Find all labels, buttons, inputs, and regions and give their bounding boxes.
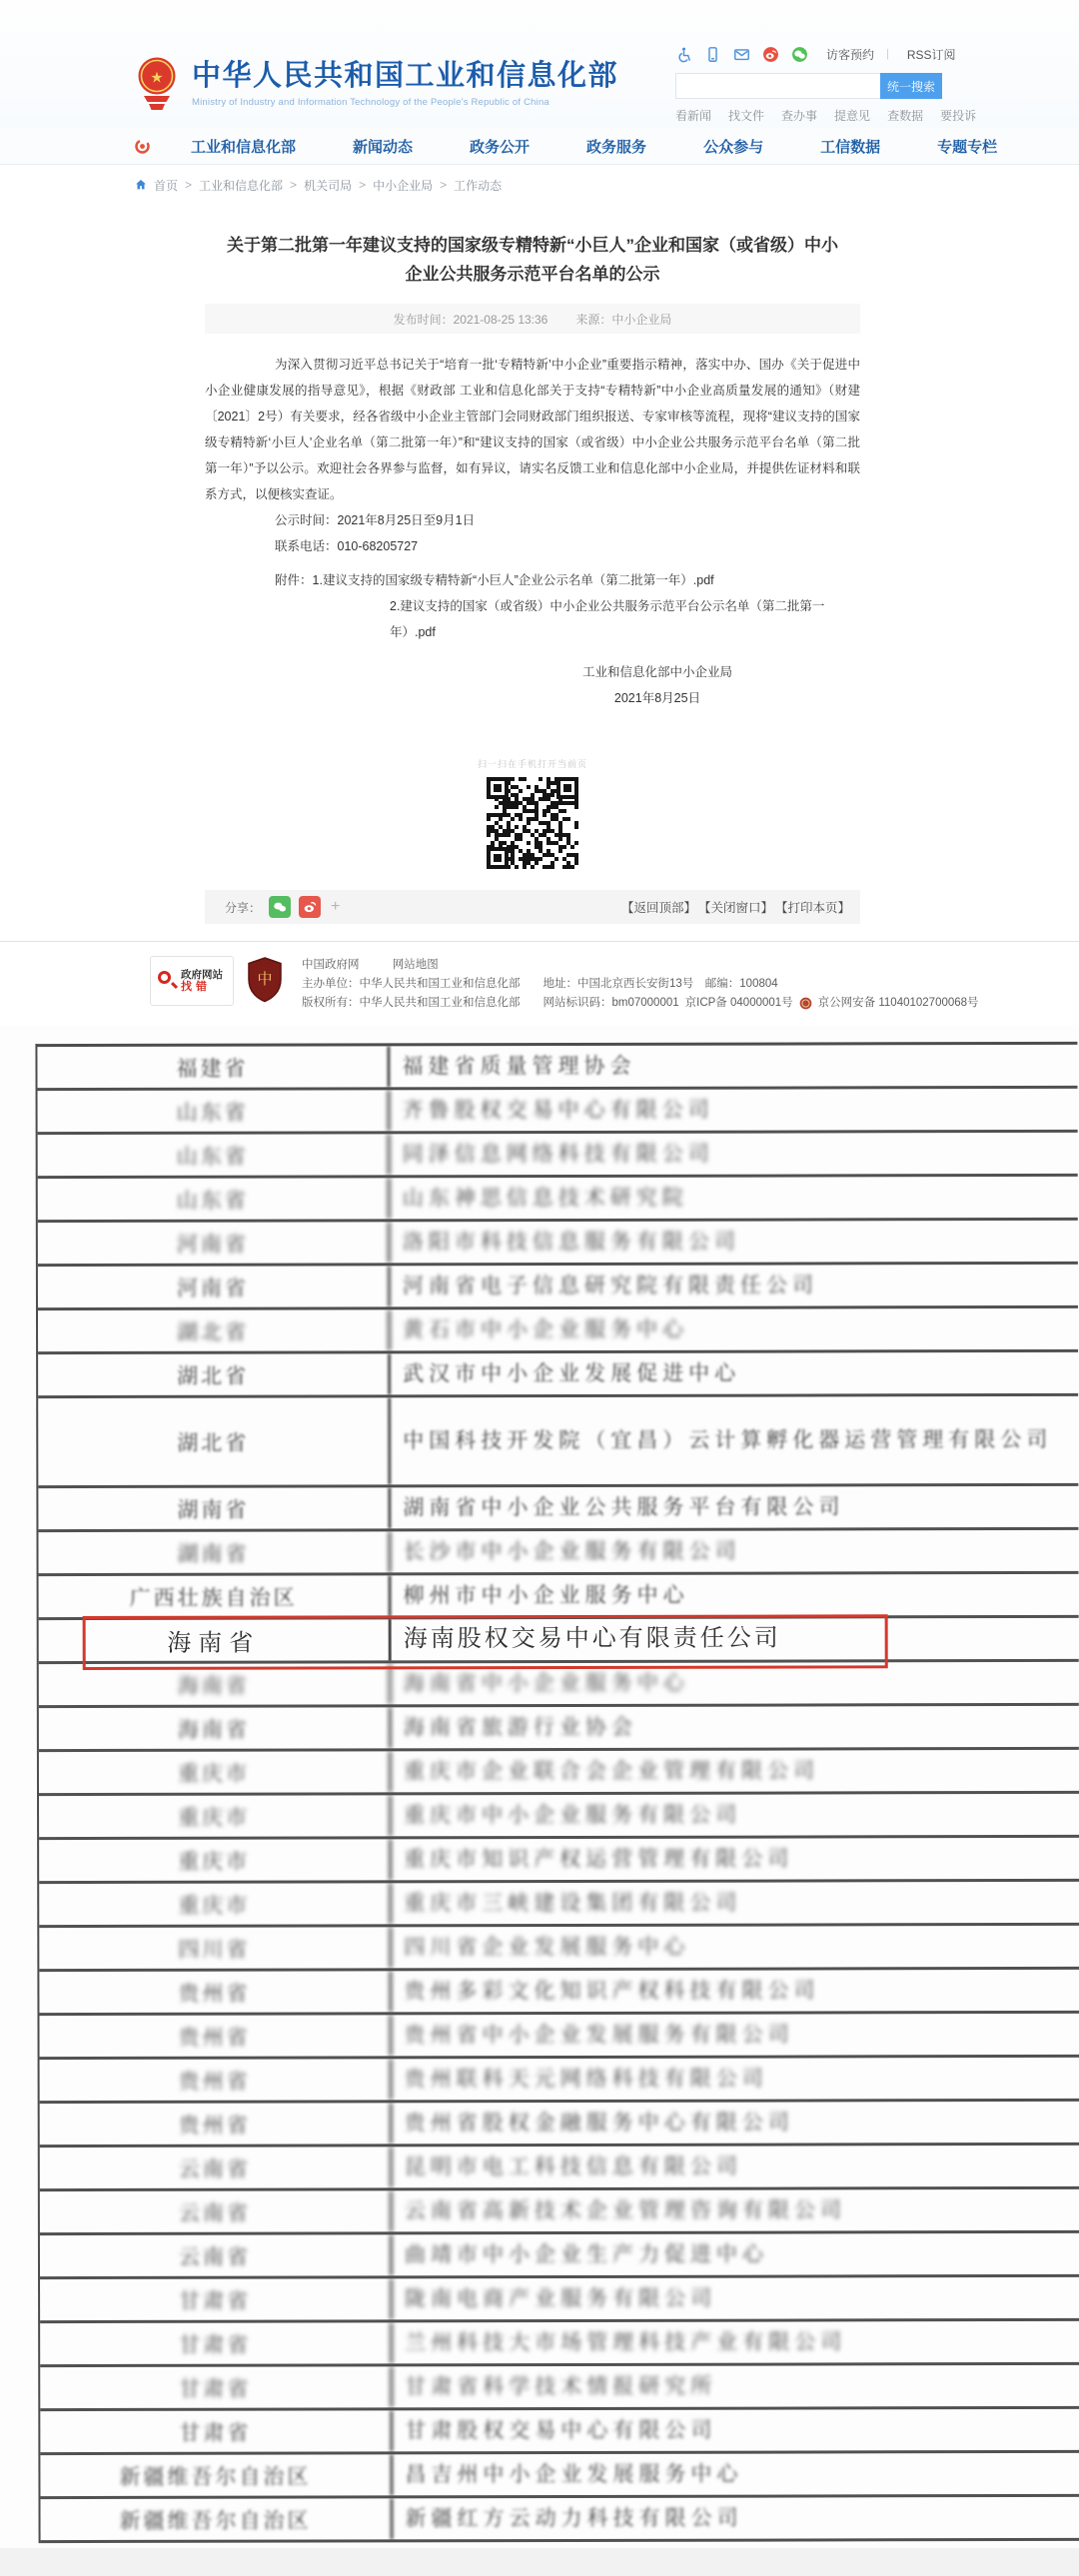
- province-cell: 云南省: [40, 2235, 393, 2277]
- platform-cell: 山东神思信息技术研究院: [402, 1185, 688, 1211]
- wechat-icon[interactable]: [791, 46, 808, 63]
- province-cell: 新疆维吾尔自治区: [40, 2499, 393, 2541]
- platform-cell: 重庆市中小企业服务有限公司: [404, 1803, 742, 1828]
- province-cell: 湖南省: [38, 1531, 391, 1573]
- province-cell: 新疆维吾尔自治区: [40, 2455, 393, 2497]
- share-wechat-icon[interactable]: [269, 896, 291, 918]
- table-row: [40, 2453, 1079, 2499]
- platform-cell: 贵州联科天元网络科技有限公司: [404, 2066, 768, 2092]
- party-gov-shield-icon[interactable]: [246, 956, 284, 1004]
- site-footer: [0, 941, 1079, 1025]
- national-emblem-icon: [136, 56, 178, 112]
- province-cell: 甘肃省: [40, 2367, 393, 2409]
- province-cell: 重庆市: [39, 1796, 392, 1838]
- platform-cell: 曲靖市中小企业生产力促进中心: [404, 2241, 768, 2267]
- svg-text:中: 中: [257, 971, 273, 988]
- platform-cell: 齐鲁股权交易中心有限公司: [402, 1097, 714, 1123]
- platform-cell: 新疆红方云动力科技有限公司: [405, 2506, 743, 2531]
- table-row: [39, 1926, 1079, 1972]
- gov-site-error-badge[interactable]: 政府网站 找错: [150, 956, 234, 1006]
- attachments: [275, 567, 860, 645]
- province-cell: 河南省: [38, 1222, 391, 1264]
- site-subtitle: Ministry of Industry and Information Technology of the People's Republic of China: [192, 97, 549, 109]
- visitor-appointment-link[interactable]: 访客预约: [826, 47, 875, 62]
- share-label: 分享：: [225, 900, 262, 915]
- table-row: [40, 2233, 1079, 2279]
- search-button[interactable]: 统一搜索: [880, 73, 942, 99]
- platform-cell: 武汉市中小企业发展促进中心: [403, 1360, 741, 1386]
- province-platform-table: [35, 1042, 1079, 2543]
- rss-link[interactable]: RSS订阅: [906, 47, 956, 62]
- article-title: 关于第二批第一年建议支持的国家级专精特新“小巨人”企业和国家（或省级）中小 企业公共服务示范平台名单的公示: [227, 236, 838, 284]
- platform-cell: 黄石市中小企业服务中心: [403, 1316, 689, 1342]
- article: [205, 205, 860, 924]
- province-cell: 重庆市: [39, 1884, 392, 1926]
- platform-cell: 海南省旅游行业协会: [403, 1715, 637, 1740]
- province-cell: 海南省: [39, 1664, 392, 1706]
- table-row: [39, 2014, 1079, 2060]
- close-window-button[interactable]: 【关闭窗口】: [697, 901, 773, 915]
- table-row: [38, 1221, 1078, 1267]
- table-row: [38, 1486, 1078, 1532]
- province-cell: 山东省: [38, 1134, 391, 1176]
- province-cell: 海南省: [39, 1708, 392, 1750]
- province-cell: 重庆市: [39, 1840, 392, 1882]
- article-source: 来源：中小企业局: [575, 312, 672, 327]
- back-to-top-button[interactable]: 【返回顶部】: [620, 901, 696, 915]
- province-cell: 湖南省: [38, 1487, 391, 1529]
- signature-block: [205, 659, 860, 711]
- article-meta-bar: [205, 304, 860, 334]
- platform-cell: 海南省中小企业服务中心: [403, 1671, 689, 1696]
- table-row: [38, 1308, 1078, 1354]
- quick-link-data[interactable]: 查数据: [887, 109, 924, 123]
- platform-cell: 同泽信息网络科技有限公司: [402, 1141, 714, 1167]
- platform-cell: 重庆市三峡建设集团有限公司: [404, 1891, 742, 1916]
- platform-cell: 甘肃股权交易中心有限公司: [405, 2418, 717, 2443]
- footer-copyright: 版权所有：中华人民共和国工业和信息化部 网站标识码：bm07000001: [302, 997, 679, 1009]
- province-cell: 云南省: [40, 2147, 393, 2189]
- table-row: [38, 1133, 1078, 1179]
- quick-link-services[interactable]: 查办事: [781, 109, 818, 123]
- table-row: [40, 2102, 1079, 2147]
- platform-cell: 中国科技开发院（宜昌）云计算孵化器运营管理有限公司: [403, 1427, 1053, 1453]
- table-row: [37, 1045, 1077, 1091]
- table-row: [38, 1396, 1078, 1488]
- platform-cell: 昆明市电工科技信息有限公司: [404, 2154, 742, 2179]
- site-title: 中华人民共和国工业和信息化部: [192, 60, 619, 92]
- province-cell: 重庆市: [39, 1752, 392, 1794]
- province-cell: 贵州省: [39, 2016, 392, 2058]
- nav-item-disclosure[interactable]: 政务公开: [470, 138, 531, 156]
- table-row: [40, 2189, 1079, 2235]
- qr-code: [486, 776, 579, 870]
- province-cell: 湖北省: [38, 1309, 391, 1351]
- table-row: [39, 1618, 1079, 1664]
- magnifier-icon: [157, 970, 177, 992]
- province-cell: 湖北省: [38, 1397, 391, 1485]
- province-cell: 河南省: [38, 1266, 391, 1307]
- table-row: [39, 1662, 1079, 1708]
- breadcrumb: 首页 > 工业和信息化部 > 机关司局 > 中小企业局 > 工作动态: [0, 165, 1079, 205]
- province-cell: 甘肃省: [40, 2279, 393, 2321]
- province-cell: 山东省: [38, 1178, 391, 1220]
- footer-host-line: 主办单位：中华人民共和国工业和信息化部 地址：中国北京西长安街13号 邮编：100804: [302, 978, 778, 990]
- province-cell: 福建省: [37, 1046, 390, 1088]
- mail-icon[interactable]: [733, 46, 750, 63]
- quick-links: [675, 107, 1005, 124]
- signature-org: 工业和信息化部中小企业局: [581, 665, 732, 679]
- scanned-name-list: [0, 1025, 1079, 2576]
- nav-item-participation[interactable]: 公众参与: [703, 138, 764, 156]
- table-row: [38, 1530, 1078, 1576]
- qr-caption: 扫一扫在手机打开当前页: [477, 759, 587, 769]
- share-more-button[interactable]: +: [331, 898, 341, 915]
- sitemap-link[interactable]: 网站地图: [392, 959, 439, 971]
- nav-item-data[interactable]: 工信数据: [820, 138, 881, 156]
- article-body: [205, 352, 860, 507]
- province-cell: 贵州省: [40, 2104, 393, 2146]
- province-cell: 贵州省: [39, 1972, 392, 2014]
- table-row: [38, 1089, 1078, 1135]
- miit-website: [0, 0, 1079, 1025]
- platform-cell: 柳州市中小企业服务中心: [403, 1582, 689, 1608]
- accessibility-icon[interactable]: [675, 46, 692, 63]
- table-row: [40, 2058, 1079, 2104]
- platform-cell: 云南省高新技术企业管理咨询有限公司: [404, 2197, 846, 2223]
- table-row: [39, 1750, 1079, 1796]
- contact-phone: 联系电话：010-68205727: [275, 539, 419, 553]
- breadcrumb-home[interactable]: 首页: [154, 178, 179, 193]
- table-row: [40, 2409, 1079, 2455]
- platform-cell: 甘肃省科学技术情报研究所: [405, 2374, 717, 2399]
- qr-section: [205, 757, 860, 870]
- platform-cell: 重庆市企业联合会企业管理有限公司: [403, 1758, 819, 1784]
- svg-text:★: ★: [150, 69, 164, 87]
- table-row: [39, 1794, 1079, 1840]
- public-security-beian[interactable]: 京公网安备 11040102700068号: [817, 997, 979, 1009]
- search-input[interactable]: [675, 73, 880, 99]
- platform-cell: 重庆市知识产权运营管理有限公司: [404, 1846, 794, 1872]
- nav-item-topics[interactable]: 专题专栏: [937, 138, 998, 156]
- breadcrumb-sme-bureau[interactable]: 中小企业局: [373, 178, 434, 193]
- footer-links: [302, 956, 979, 975]
- breadcrumb-miit[interactable]: 工业和信息化部: [199, 178, 284, 193]
- table-row: [38, 1352, 1078, 1398]
- table-row: [39, 1882, 1079, 1928]
- province-cell: 甘肃省: [40, 2411, 393, 2453]
- platform-cell: 兰州科技大市场管理科技产业有限公司: [405, 2329, 847, 2355]
- platform-cell: 湖南省中小企业公共服务平台有限公司: [403, 1494, 845, 1520]
- table-row: [39, 1838, 1079, 1884]
- publish-time: 发布时间：2021-08-25 13:36: [393, 312, 548, 327]
- province-cell: 贵州省: [40, 2060, 393, 2102]
- province-cell: 甘肃省: [40, 2323, 393, 2365]
- notice-time: 公示时间：2021年8月25日至9月1日: [275, 513, 476, 527]
- weibo-icon[interactable]: [762, 46, 779, 63]
- platform-cell: 昌吉州中小企业发展服务中心: [405, 2462, 743, 2487]
- table-row: [38, 1177, 1078, 1223]
- platform-cell: 贵州多彩文化知识产权科技有限公司: [404, 1978, 820, 2004]
- nav-item-services[interactable]: 政务服务: [586, 138, 647, 156]
- share-weibo-icon[interactable]: [299, 896, 321, 918]
- table-row: [40, 2365, 1079, 2411]
- table-row: [39, 1970, 1079, 2016]
- table-row: [39, 1706, 1079, 1752]
- site-brand[interactable]: [136, 58, 618, 112]
- site-header: [0, 0, 1079, 128]
- platform-cell: 四川省企业发展服务中心: [404, 1935, 690, 1960]
- province-cell: 海南省: [39, 1619, 392, 1661]
- signature-date: 2021年8月25日: [613, 691, 701, 705]
- platform-cell: 海南股权交易中心有限责任公司: [403, 1625, 781, 1653]
- province-cell: 山东省: [38, 1090, 391, 1132]
- platform-cell: 河南省电子信息研究院有限责任公司: [402, 1273, 818, 1298]
- share-bar: [205, 890, 860, 924]
- province-cell: 云南省: [40, 2191, 393, 2233]
- attachment-label: 附件：: [275, 573, 313, 587]
- print-page-button[interactable]: 【打印本页】: [774, 901, 850, 915]
- table-row: [40, 2321, 1079, 2367]
- main-nav: [0, 128, 1079, 165]
- article-paragraph: 为深入贯彻习近平总书记关于“培育一批‘专精特新’中小企业”重要指示精神，落实中办、国办《关于促进中小企业健康发展的指导意见》，根据《财政部 工业和信息化部关于支持“专精特新”中小企业高质量发展的通知》（财建〔2021〕2号）有关要求，经各省级中小企业主管部门会同财政部门组织报送、专家审核等流程，现将“建议支持的国家级专精特新‘小巨人’企业名单（第二批第一年）”和“建议支持的国家（或省级）中小企业公共服务示范平台名单（第二批第一年）”予以公示。欢迎社会各界参与监督，如有异议，请实名反馈工业和信息化部中小企业局，并提供佐证材料和联系方式，以便核实查证。: [205, 358, 860, 501]
- nav-item-news[interactable]: 新闻动态: [353, 138, 414, 156]
- platform-cell: 贵州省股权金融服务中心有限公司: [404, 2110, 794, 2136]
- platform-cell: 长沙市中小企业服务有限公司: [403, 1538, 741, 1564]
- attachment-link-2[interactable]: 2.建议支持的国家（或省级）中小企业公共服务示范平台公示名单（第二批第一年）.pdf: [390, 599, 825, 639]
- quick-link-news[interactable]: 看新闻: [675, 109, 712, 123]
- beian-badge-icon: [799, 997, 812, 1010]
- header-tools: 访客预约 | RSS订阅 统一搜索 看新闻 找文件 查办事 提意见 查数据 要投诉: [675, 44, 1005, 124]
- nav-item-miit[interactable]: 工业和信息化部: [191, 138, 297, 156]
- table-row: [38, 1265, 1078, 1310]
- scan-bottom-strip: [0, 2548, 1079, 2576]
- attachment-link-1[interactable]: 1.建议支持的国家级专精特新“小巨人”企业公示名单（第二批第一年）.pdf: [312, 573, 714, 587]
- table-row: [39, 1574, 1079, 1620]
- platform-cell: 陇南电商产业服务有限公司: [405, 2286, 717, 2311]
- nav-logo-icon: [134, 138, 151, 155]
- quick-link-files[interactable]: 找文件: [728, 109, 765, 123]
- province-cell: 湖北省: [38, 1353, 391, 1395]
- quick-link-suggest[interactable]: 提意见: [834, 109, 871, 123]
- gov-cn-link[interactable]: 中国政府网: [302, 959, 360, 971]
- quick-link-complaint[interactable]: 要投诉: [940, 109, 977, 123]
- platform-cell: 洛阳市科技信息服务有限公司: [402, 1229, 740, 1255]
- breadcrumb-departments[interactable]: 机关司局: [304, 178, 353, 193]
- province-cell: 广西壮族自治区: [39, 1575, 392, 1617]
- province-cell: 四川省: [39, 1928, 392, 1970]
- platform-cell: 贵州省中小企业发展服务有限公司: [404, 2022, 794, 2048]
- platform-cell: 福建省质量管理协会: [402, 1054, 636, 1079]
- mobile-icon[interactable]: [704, 46, 721, 63]
- table-row: [40, 2277, 1079, 2323]
- icp-license[interactable]: 京ICP备 04000001号: [684, 997, 793, 1009]
- table-row: [40, 2497, 1079, 2543]
- breadcrumb-work-updates[interactable]: 工作动态: [454, 178, 503, 193]
- home-icon: [134, 178, 148, 192]
- table-row: [40, 2146, 1079, 2191]
